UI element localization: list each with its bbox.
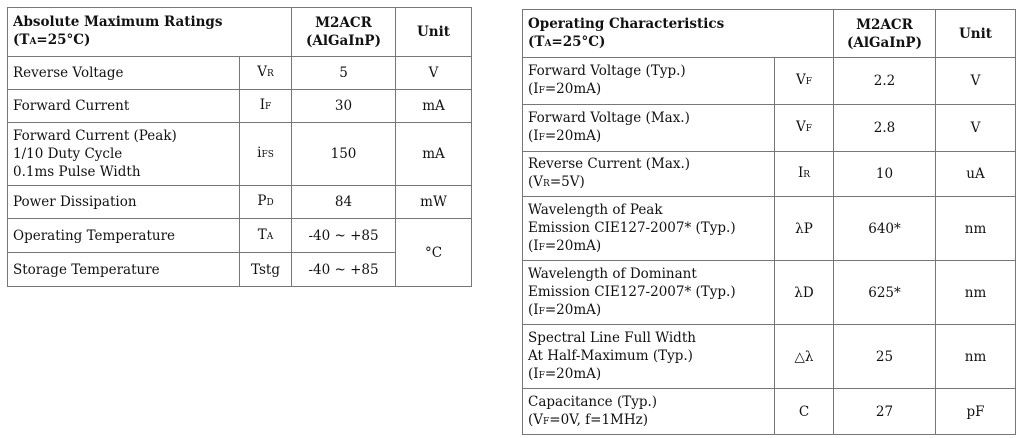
param-cell: Power Dissipation	[8, 186, 240, 219]
header-row	[523, 10, 1016, 58]
absolute-maximum-ratings-table	[7, 7, 472, 287]
param-cell: Wavelength of Peak Emission CIE127-2007* (Typ.) (IF=20mA)	[523, 197, 775, 261]
value-cell: 27	[834, 389, 936, 435]
param-cell: Forward Current (Peak) 1/10 Duty Cycle 0.1ms Pulse Width	[8, 123, 240, 186]
unit-cell: nm	[936, 261, 1016, 325]
table-row	[523, 389, 1016, 435]
cond-pre: (T	[528, 33, 545, 50]
table-row	[8, 57, 472, 90]
unit-cell: pF	[936, 389, 1016, 435]
symbol-cell: △λ	[775, 325, 834, 389]
value-cell: 30	[292, 90, 396, 123]
table-title: Operating Characteristics	[528, 15, 725, 32]
param-cell: Reverse Current (Max.) (VR=5V)	[523, 152, 775, 197]
table-title: Absolute Maximum Ratings	[13, 14, 223, 30]
value-cell: -40 ~ +85	[292, 219, 396, 253]
param-cell: Forward Voltage (Typ.) (IF=20mA)	[523, 58, 775, 105]
unit-cell: mW	[396, 186, 472, 219]
unit-cell: V	[396, 57, 472, 90]
unit-header: Unit	[396, 8, 472, 57]
value-cell: 625*	[834, 261, 936, 325]
unit-cell: V	[936, 105, 1016, 152]
value-cell: 5	[292, 57, 396, 90]
unit-cell: V	[936, 58, 1016, 105]
unit-cell: nm	[936, 325, 1016, 389]
cond-post: =25°C)	[551, 33, 606, 50]
cond-sub: A	[29, 37, 37, 47]
table-row	[8, 219, 472, 253]
value-cell: 2.8	[834, 105, 936, 152]
value-cell: 84	[292, 186, 396, 219]
part-number-header: M2ACR (AlGaInP)	[292, 8, 396, 57]
table-row	[523, 152, 1016, 197]
table-row	[523, 58, 1016, 105]
param-cell: Spectral Line Full Width At Half-Maximum (Typ.) (IF=20mA)	[523, 325, 775, 389]
symbol-cell: λP	[775, 197, 834, 261]
table-row	[8, 186, 472, 219]
param-cell: Capacitance (Typ.) (VF=0V, f=1MHz)	[523, 389, 775, 435]
value-cell: 2.2	[834, 58, 936, 105]
unit-cell: nm	[936, 197, 1016, 261]
value-cell: 25	[834, 325, 936, 389]
table-row	[8, 90, 472, 123]
symbol-cell: IR	[775, 152, 834, 197]
param-cell: Forward Voltage (Max.) (IF=20mA)	[523, 105, 775, 152]
value-cell: -40 ~ +85	[292, 253, 396, 287]
cond-pre: (T	[13, 32, 30, 48]
param-cell: Storage Temperature	[8, 253, 240, 287]
param-cell: Forward Current	[8, 90, 240, 123]
temperature-unit-cell: °C	[396, 219, 472, 287]
table-row	[8, 123, 472, 186]
unit-cell: mA	[396, 123, 472, 186]
table-condition	[13, 31, 286, 51]
symbol-cell: VF	[775, 58, 834, 105]
param-cell: Wavelength of Dominant Emission CIE127-2007* (Typ.) (IF=20mA)	[523, 261, 775, 325]
table-row	[523, 325, 1016, 389]
part-number-header: M2ACR (AlGaInP)	[834, 10, 936, 58]
symbol-cell: VF	[775, 105, 834, 152]
symbol-cell: C	[775, 389, 834, 435]
cond-sub: A	[544, 38, 552, 49]
value-cell: 640*	[834, 197, 936, 261]
param-cell: Reverse Voltage	[8, 57, 240, 90]
table-row	[523, 197, 1016, 261]
param-cell: Operating Temperature	[8, 219, 240, 253]
unit-header: Unit	[936, 10, 1016, 58]
table-title-cell	[523, 10, 834, 58]
table-condition	[528, 33, 828, 53]
symbol-cell: λD	[775, 261, 834, 325]
cond-post: =25°C)	[36, 32, 91, 48]
table-row	[523, 261, 1016, 325]
symbol-cell: iFS	[240, 123, 292, 186]
unit-cell: uA	[936, 152, 1016, 197]
symbol-cell: TA	[240, 219, 292, 253]
symbol-cell: IF	[240, 90, 292, 123]
header-row	[8, 8, 472, 57]
value-cell: 150	[292, 123, 396, 186]
symbol-cell: PD	[240, 186, 292, 219]
unit-cell: mA	[396, 90, 472, 123]
table-row	[523, 105, 1016, 152]
operating-characteristics-table	[522, 9, 1016, 435]
value-cell: 10	[834, 152, 936, 197]
table-title-cell	[8, 8, 292, 57]
symbol-cell: VR	[240, 57, 292, 90]
symbol-cell: Tstg	[240, 253, 292, 287]
